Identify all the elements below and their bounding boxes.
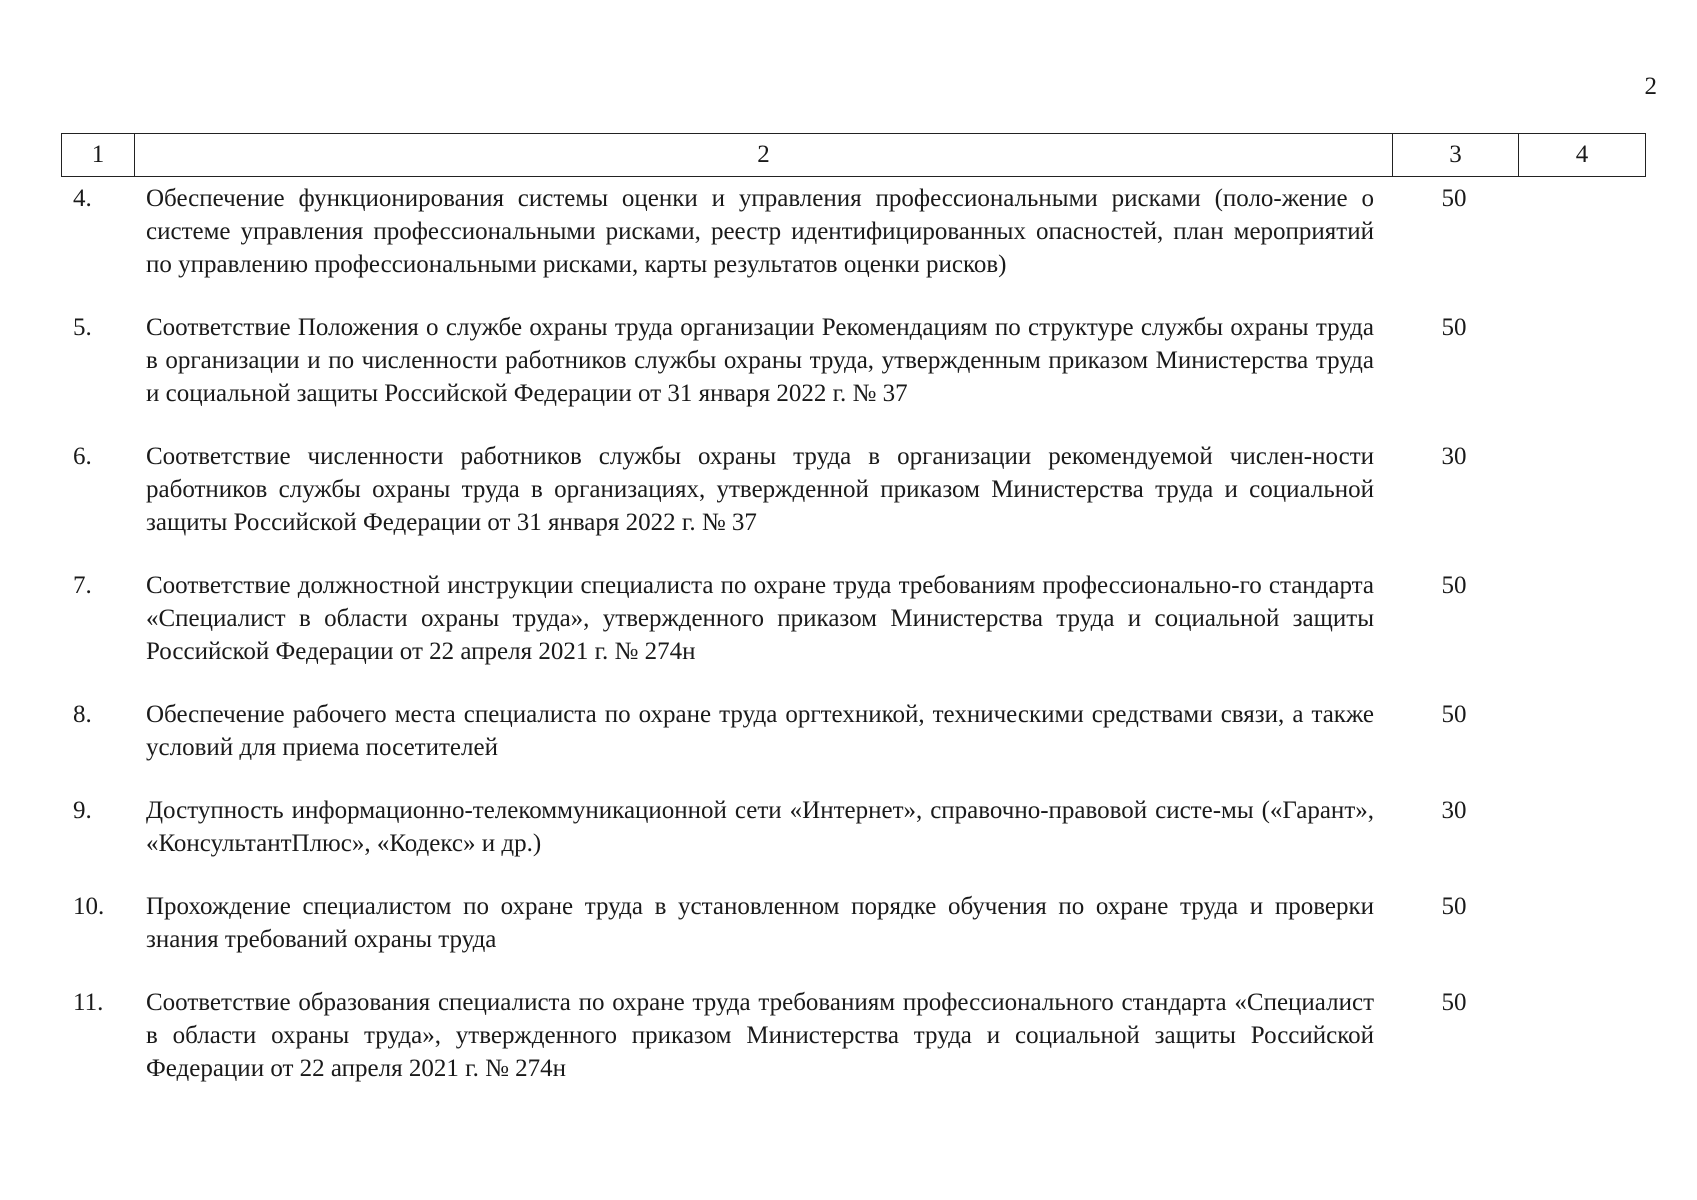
row-score: 50 — [1441, 893, 1467, 920]
row-text: Обеспечение рабочего места специалиста по охране труда оргтехникой, техническими средствами связи, а также условий для приема посетителей — [146, 701, 1374, 761]
row-score: 50 — [1441, 572, 1467, 599]
row-col4 — [1512, 311, 1645, 410]
row-text: Доступность информационно-телекоммуникационной сети «Интернет», справочно-правовой систе-мы («Гарант», «КонсультантПлюс», «Кодекс» и др.) — [146, 797, 1374, 857]
row-number: 6. — [73, 443, 92, 470]
criteria-row — [61, 569, 1645, 668]
row-score: 50 — [1441, 701, 1467, 728]
row-score: 50 — [1441, 314, 1467, 341]
row-col4 — [1512, 182, 1645, 281]
column-header-1: 1 — [62, 134, 135, 177]
row-score: 30 — [1441, 797, 1467, 824]
row-text: Соответствие должностной инструкции специалиста по охране труда требованиям профессионально-го стандарта «Специалист в области охраны труда», утвержденного приказом Министерства труда и социальной защиты Российской Федерации от 22 апреля 2021 г. № 274н — [146, 572, 1374, 665]
row-col4 — [1512, 440, 1645, 539]
row-number: 8. — [73, 701, 92, 728]
column-header-3: 3 — [1393, 134, 1519, 177]
row-text: Соответствие численности работников службы охраны труда в организации рекомендуемой числен-ности работников службы охраны труда в организациях, утвержденной приказом Министерства труда и социальной защиты Российской Федерации от 31 января 2022 г. № 37 — [146, 443, 1374, 536]
column-header-4: 4 — [1519, 134, 1646, 177]
row-number: 7. — [73, 572, 92, 599]
row-number: 10. — [73, 893, 105, 920]
page-number: 2 — [1644, 73, 1657, 100]
row-text: Соответствие Положения о службе охраны труда организации Рекомендациям по структуре службы охраны труда в организации и по численности работников службы охраны труда, утвержденным приказом Министерства труда и социальной защиты Российской Федерации от 31 января 2022 г. № 37 — [146, 314, 1374, 407]
row-number: 4. — [73, 185, 92, 212]
criteria-row — [61, 698, 1645, 764]
criteria-row — [61, 986, 1645, 1085]
row-score: 50 — [1441, 185, 1467, 212]
row-col4 — [1512, 794, 1645, 860]
criteria-row — [61, 182, 1645, 281]
criteria-row — [61, 794, 1645, 860]
criteria-row — [61, 311, 1645, 410]
column-header-2: 2 — [135, 134, 1393, 177]
row-text: Соответствие образования специалиста по охране труда требованиям профессионального стандарта «Специалист в области охраны труда», утвержденного приказом Министерства труда и социальной защиты Российской Федерации от 22 апреля 2021 г. № 274н — [146, 989, 1374, 1082]
row-col4 — [1512, 698, 1645, 764]
row-col4 — [1512, 986, 1645, 1085]
criteria-row — [61, 440, 1645, 539]
column-header-row — [62, 134, 1646, 177]
row-text: Прохождение специалистом по охране труда в установленном порядке обучения по охране труда и проверки знания требований охраны труда — [146, 893, 1374, 953]
column-header-table — [61, 133, 1646, 177]
row-number: 5. — [73, 314, 92, 341]
row-col4 — [1512, 890, 1645, 956]
row-score: 50 — [1441, 989, 1467, 1016]
row-number: 11. — [73, 989, 104, 1016]
criteria-list — [61, 182, 1645, 1115]
row-score: 30 — [1441, 443, 1467, 470]
row-number: 9. — [73, 797, 92, 824]
row-text: Обеспечение функционирования системы оценки и управления профессиональными рисками (поло-жение о системе управления профессиональными рисками, реестр идентифицированных опасностей, план мероприятий по управлению профессиональными рисками, карты результатов оценки рисков) — [146, 185, 1374, 278]
row-col4 — [1512, 569, 1645, 668]
criteria-row — [61, 890, 1645, 956]
